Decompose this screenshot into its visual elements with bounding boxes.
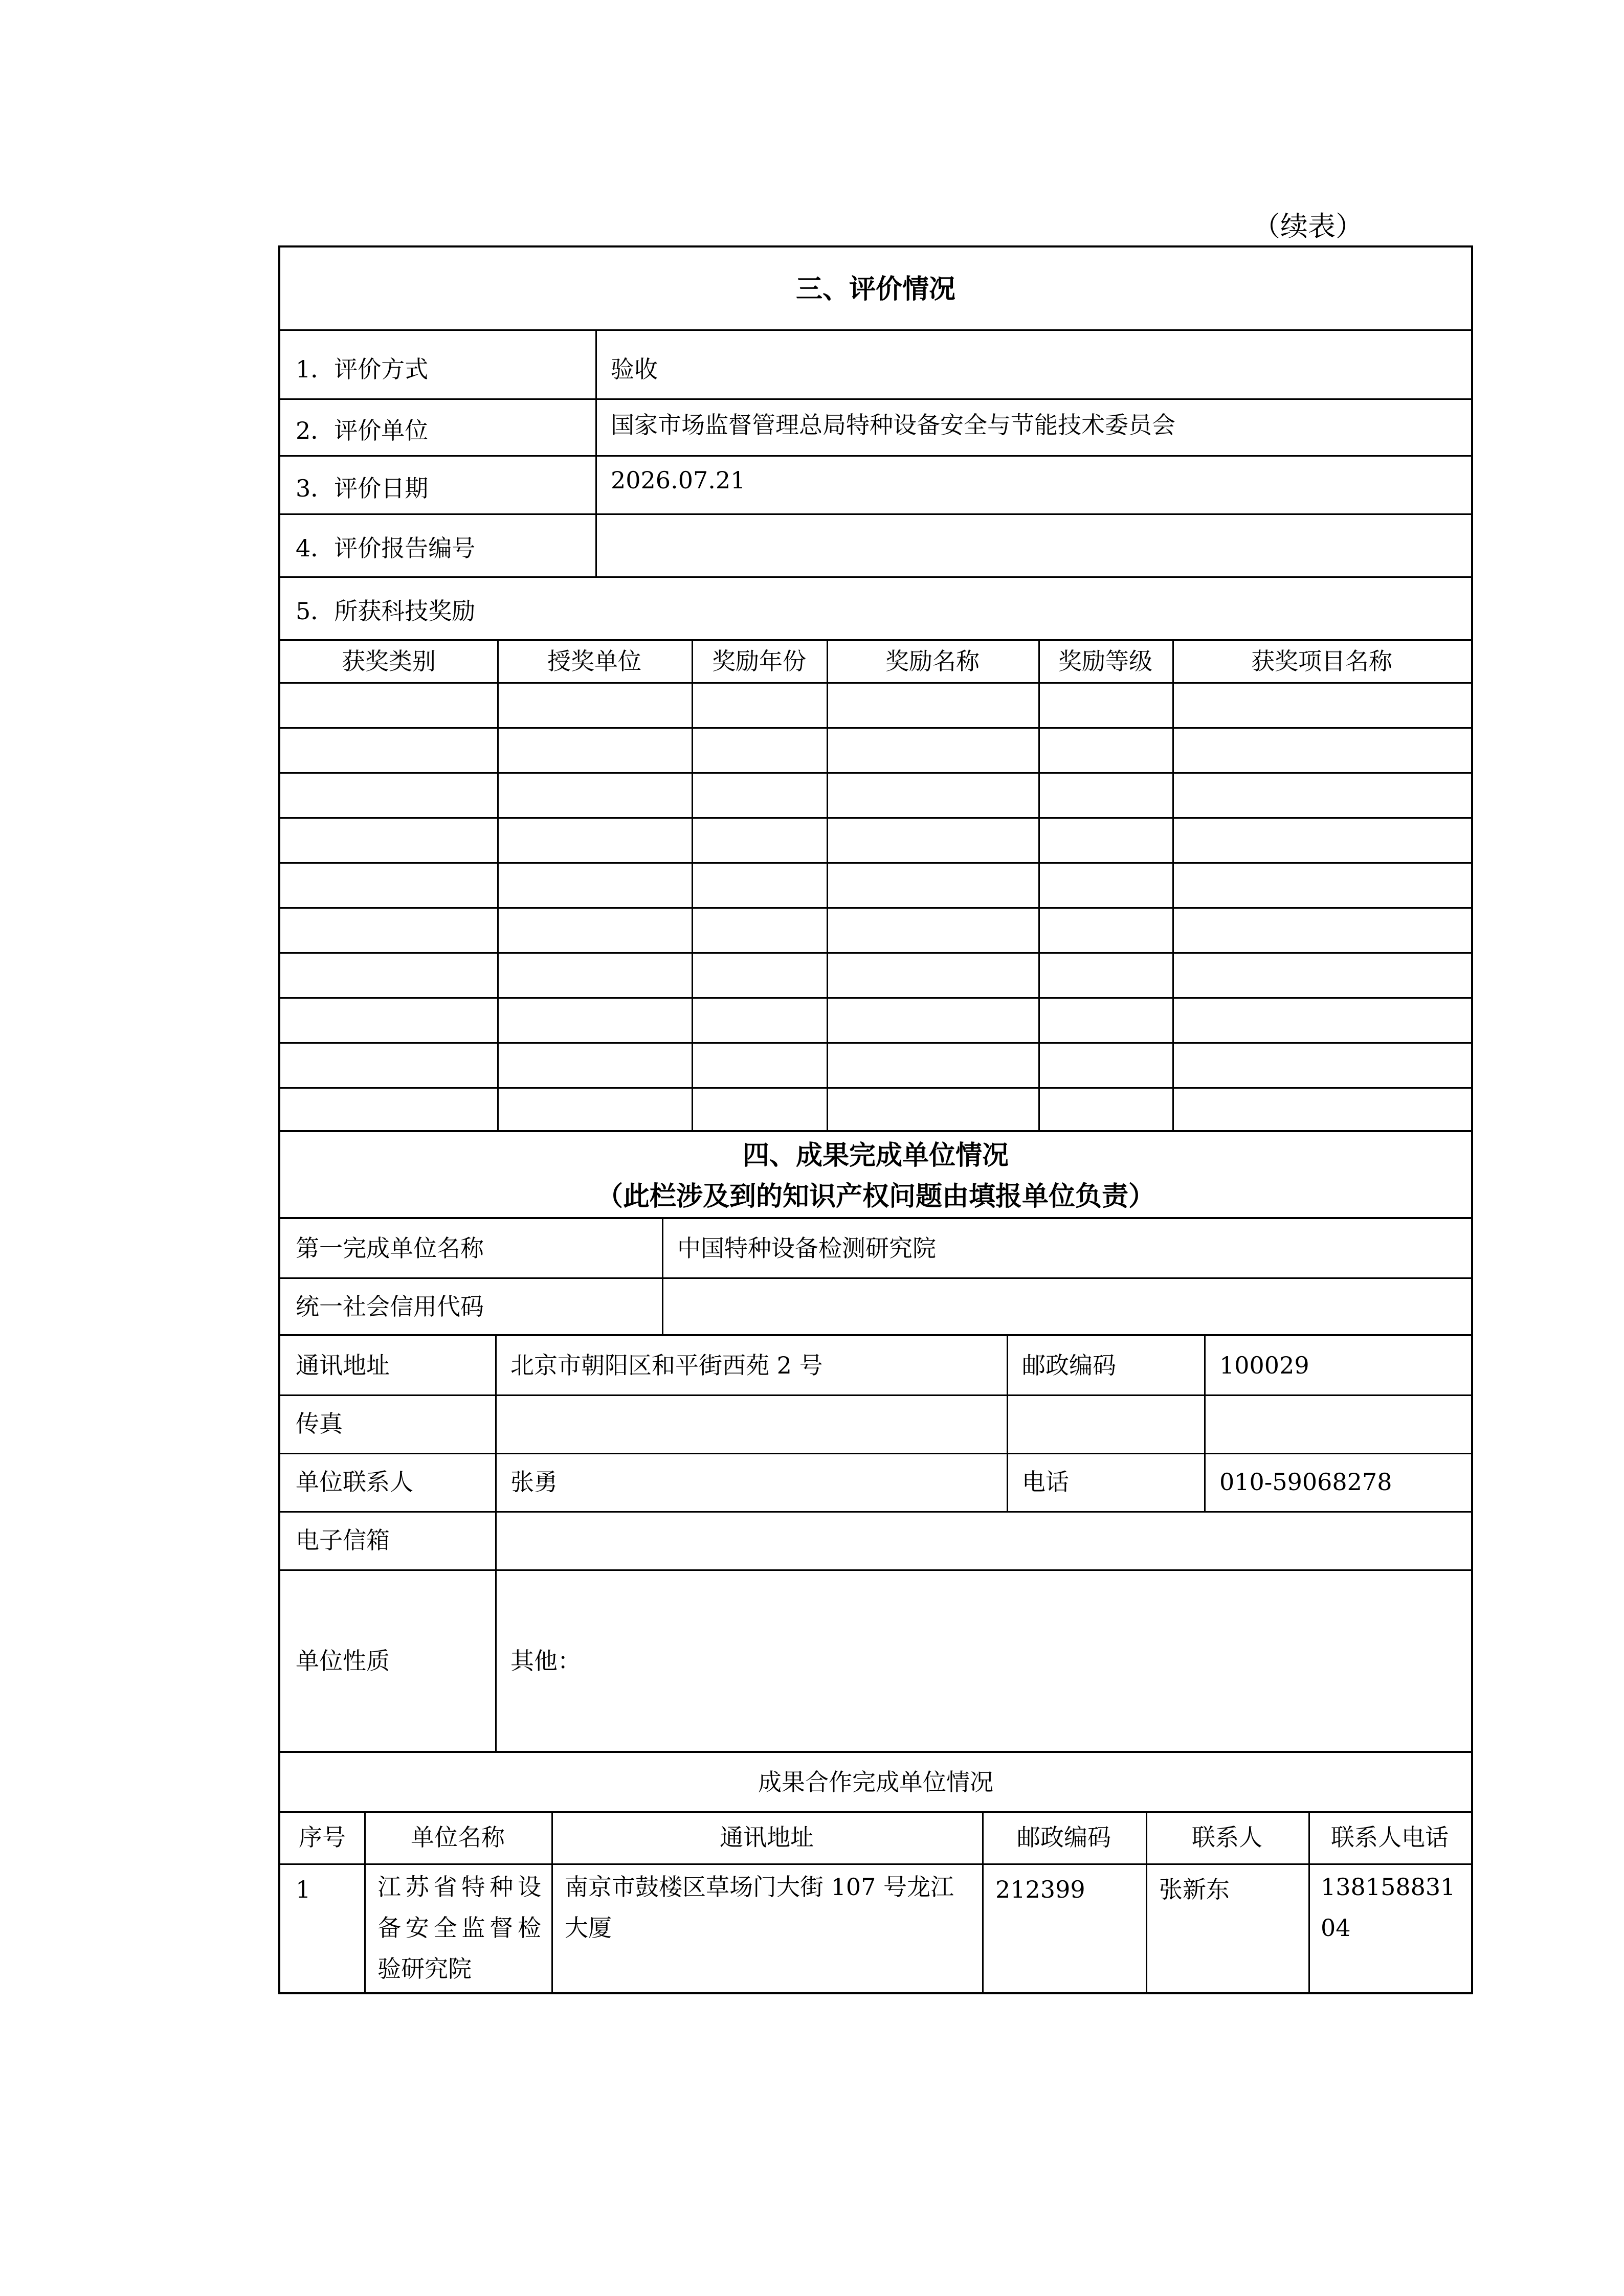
completion-unit-subtitle: （此栏涉及到的知识产权问题由填报单位负责）	[596, 1181, 1155, 1212]
eval-report-no-label: 4．评价报告编号	[296, 534, 476, 562]
coop-header-address: 通讯地址	[720, 1824, 814, 1851]
eval-method-label: 1．评价方式	[296, 355, 429, 383]
award-header-project: 获奖项目名称	[1251, 647, 1392, 675]
eval-date-value: 2026.07.21	[611, 466, 746, 494]
coop-units-title: 成果合作完成单位情况	[758, 1768, 993, 1796]
coop-header-name: 单位名称	[411, 1824, 505, 1851]
continued-label: （续表）	[1253, 210, 1363, 242]
coop-row-name: 江苏省特种设备安全监督检验研究院	[377, 1873, 541, 1983]
unit-contact-block	[278, 1334, 1473, 1751]
award-header-year: 奖励年份	[712, 647, 806, 675]
unit-nature-value: 其他：	[510, 1647, 581, 1675]
email-label: 电子信箱	[296, 1526, 390, 1554]
postcode-label: 邮政编码	[1022, 1352, 1116, 1379]
postcode-value: 100029	[1219, 1352, 1309, 1379]
contact-value: 张勇	[510, 1468, 558, 1496]
coop-row-address: 南京市鼓楼区草场门大街 107 号龙江大厦	[565, 1873, 954, 1942]
eval-method-value: 验收	[611, 355, 658, 383]
evaluation-form	[278, 245, 1473, 1994]
credit-code-label: 统一社会信用代码	[296, 1293, 484, 1320]
address-value: 北京市朝阳区和平街西苑 2 号	[510, 1352, 823, 1379]
eval-date-label: 3．评价日期	[296, 475, 429, 502]
coop-header-postcode: 邮政编码	[1017, 1824, 1111, 1851]
phone-value: 010-59068278	[1219, 1468, 1392, 1496]
coop-units-table	[278, 1751, 1473, 1994]
award-header-level: 奖励等级	[1058, 647, 1152, 675]
awards-label: 5．所获科技奖励	[296, 597, 476, 625]
coop-row-no: 1	[296, 1876, 311, 1903]
unit-nature-label: 单位性质	[296, 1647, 390, 1675]
award-header-category: 获奖类别	[342, 647, 436, 675]
completion-unit-title: 四、成果完成单位情况	[742, 1140, 1009, 1171]
evaluation-section	[278, 245, 1473, 639]
coop-header-no: 序号	[299, 1824, 346, 1851]
award-header-name: 奖励名称	[885, 647, 980, 675]
completion-unit-header	[278, 1130, 1473, 1217]
awards-table	[278, 639, 1473, 1130]
eval-unit-value: 国家市场监督管理总局特种设备安全与节能技术委员会	[611, 411, 1175, 439]
address-label: 通讯地址	[296, 1352, 390, 1379]
coop-header-phone: 联系人电话	[1331, 1824, 1449, 1851]
eval-unit-label: 2．评价单位	[296, 417, 429, 444]
first-unit-value: 中国特种设备检测研究院	[677, 1234, 936, 1262]
coop-row-postcode: 212399	[995, 1876, 1085, 1903]
evaluation-title: 三、评价情况	[795, 274, 955, 305]
first-unit-block	[278, 1217, 1473, 1334]
first-unit-label: 第一完成单位名称	[296, 1234, 484, 1262]
award-header-grantor: 授奖单位	[547, 647, 641, 675]
phone-label: 电话	[1022, 1468, 1069, 1496]
coop-header-contact: 联系人	[1192, 1824, 1262, 1851]
coop-row-phone: 13815883104	[1321, 1873, 1456, 1942]
fax-label: 传真	[296, 1410, 343, 1437]
contact-label: 单位联系人	[296, 1468, 413, 1496]
coop-row-contact: 张新东	[1159, 1876, 1230, 1903]
